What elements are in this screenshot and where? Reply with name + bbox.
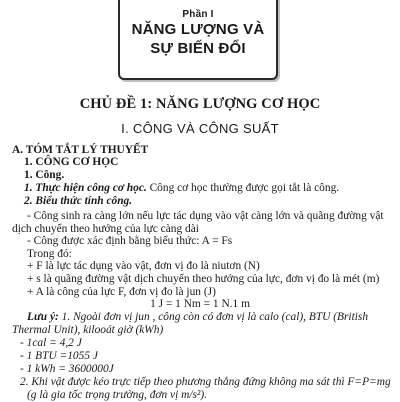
topic-title: CHỦ ĐỀ 1: NĂNG LƯỢNG CƠ HỌC	[79, 96, 321, 112]
conversion-2: - 1 BTU =1055 J	[20, 350, 98, 362]
text-line-g: + A là công của lực F, đơn vị đo là jun (J)	[27, 286, 216, 298]
part-title-line2: SỰ BIẾN ĐỔI	[150, 40, 246, 57]
conversion-1: - 1cal = 4,2 J	[20, 337, 82, 349]
text-line-f: + s là quãng đường vật dịch chuyển theo hướng của lực, đơn vị đo là mét (m)	[27, 273, 380, 285]
note-text-2: Thermal Unit), kilooát giờ (kWh)	[12, 324, 164, 336]
note-line	[27, 310, 368, 324]
item1-1-text: Công cơ học thường được gọi tắt là công.	[146, 182, 340, 194]
item2-label: 2. Biểu thức tính công.	[24, 195, 133, 207]
note-2: 2. Khi vật được kéo trực tiếp theo phương thẳng đứng không ma sát thì F=P=mg	[20, 376, 391, 388]
item1-1	[24, 181, 339, 195]
note-2b: (g là gia tốc trọng trường, đơn vị m/s²).	[27, 389, 207, 401]
item1-1-label: 1. Thực hiện công cơ học.	[24, 182, 147, 194]
text-line-d: Trong đó:	[27, 248, 72, 260]
text-line-e: + F là lực tác dụng vào vật, đơn vị đo là niutơn (N)	[27, 260, 260, 272]
section-title: I. CÔNG VÀ CÔNG SUẤT	[121, 121, 279, 136]
part-label: Phần I	[182, 9, 214, 20]
part-banner	[118, 0, 274, 84]
note-text: 1. Ngoài đơn vị jun , công còn có đơn vị là calo (cal), BTU (British	[58, 311, 369, 323]
part-title-line1: NĂNG LƯỢNG VÀ	[131, 21, 265, 38]
text-line-a: - Công sinh ra càng lớn nếu lực tác dụng vào vật càng lớn và quãng đường vật	[27, 210, 384, 222]
note-label: Lưu ý:	[27, 311, 59, 323]
text-line-b: dịch chuyển theo hướng của lực càng dài	[12, 223, 199, 235]
subheading: 1. CÔNG CƠ HỌC	[24, 156, 119, 168]
conversion-3: - 1 kWh = 3600000J	[20, 363, 114, 375]
summary-heading: A. TÓM TẮT LÝ THUYẾT	[12, 144, 149, 156]
unit-formula: 1 J = 1 Nm = 1 N.1 m	[150, 298, 250, 310]
banner-box	[118, 0, 278, 80]
text-line-c: - Công được xác định bằng biểu thức: A = Fs	[27, 235, 233, 247]
item1-title: 1. Công.	[24, 169, 65, 181]
